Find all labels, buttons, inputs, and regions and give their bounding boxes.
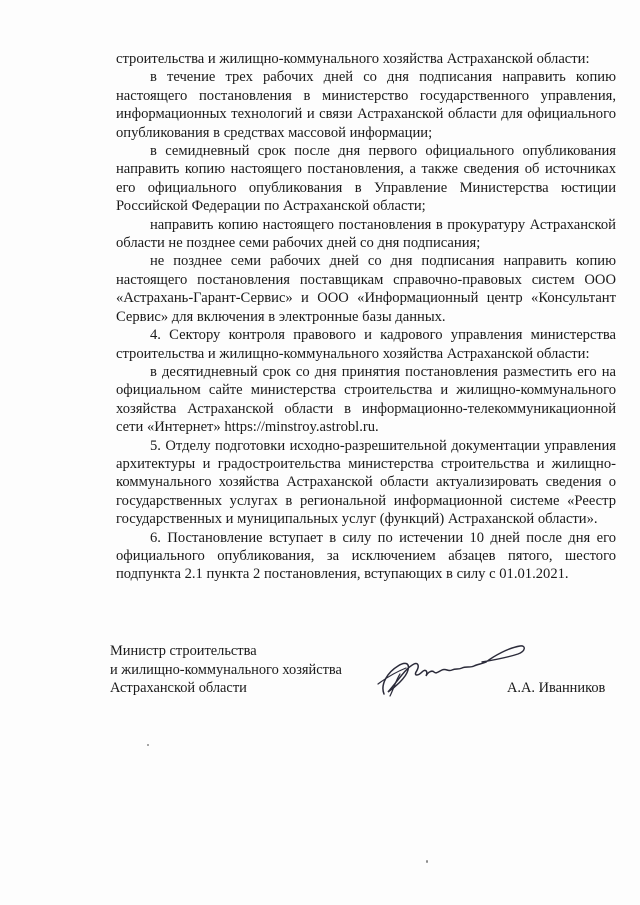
signatory-position [110,642,342,698]
scan-speck [426,860,428,863]
paragraph-6: 4. Сектору контроля правового и кадрового управления министерства строительства и жилищно-коммунального хозяйства Астраханской области: [116,327,616,362]
handwritten-signature [370,638,530,702]
position-line-3: Астраханской области [110,680,247,696]
paragraph-7: в десятидневный срок со дня принятия постановления разместить его на официальном сайте министерства строительства и жилищно-коммунального хозяйства Астраханской области в информационно-телекоммуникационной сети «Интернет» https://minstroy.astrobl.ru. [116,363,616,436]
signatory-name: А.А. Иванников [507,680,606,696]
paragraph-5: не позднее семи рабочих дней со дня подписания направить копию настоящего постановления поставщикам справочно-правовых систем ООО «Астрахань-Гарант-Сервис» и ООО «Информационный центр «Консультант Сервис» для включения в электронные базы данных. [116,253,616,325]
paragraph-3: в семидневный срок после дня первого официального опубликования направить копию настоящего постановления, а также сведения об источниках его официального опубликования в Управление Министерства юстиции Российской Федерации по Астраханской области; [116,143,616,215]
paragraph-1: строительства и жилищно-коммунального хозяйства Астраханской области: [116,51,590,67]
paragraph-2: в течение трех рабочих дней со дня подписания направить копию настоящего постановления в министерство государственного управления, информационных технологий и связи Астраханской области для официального опубликования в средствах массовой информации; [116,69,616,141]
paragraph-8: 5. Отделу подготовки исходно-разрешительной документации управления архитектуры и градостроительства министерства строительства и жилищно-коммунального хозяйства Астраханской области актуализировать сведения о государственных услугах в региональной информационной системе «Реестр государственных и муниципальных услуг (функций) Астраханской области». [116,437,616,528]
paragraph-4: направить копию настоящего постановления в прокуратуру Астраханской области не позднее семи рабочих дней со дня подписания; [116,216,616,252]
position-line-1: Министр строительства [110,643,257,659]
scan-speck [147,744,149,746]
paragraph-9: 6. Постановление вступает в силу по истечении 10 дней после дня его официального опубликования, за исключением абзацев пятого, шестого подпункта 2.1 пункта 2 постановления, вступающих в силу с 01.01.2021. [116,529,616,583]
position-line-2: и жилищно-коммунального хозяйства [110,661,342,678]
document-body [116,50,616,584]
